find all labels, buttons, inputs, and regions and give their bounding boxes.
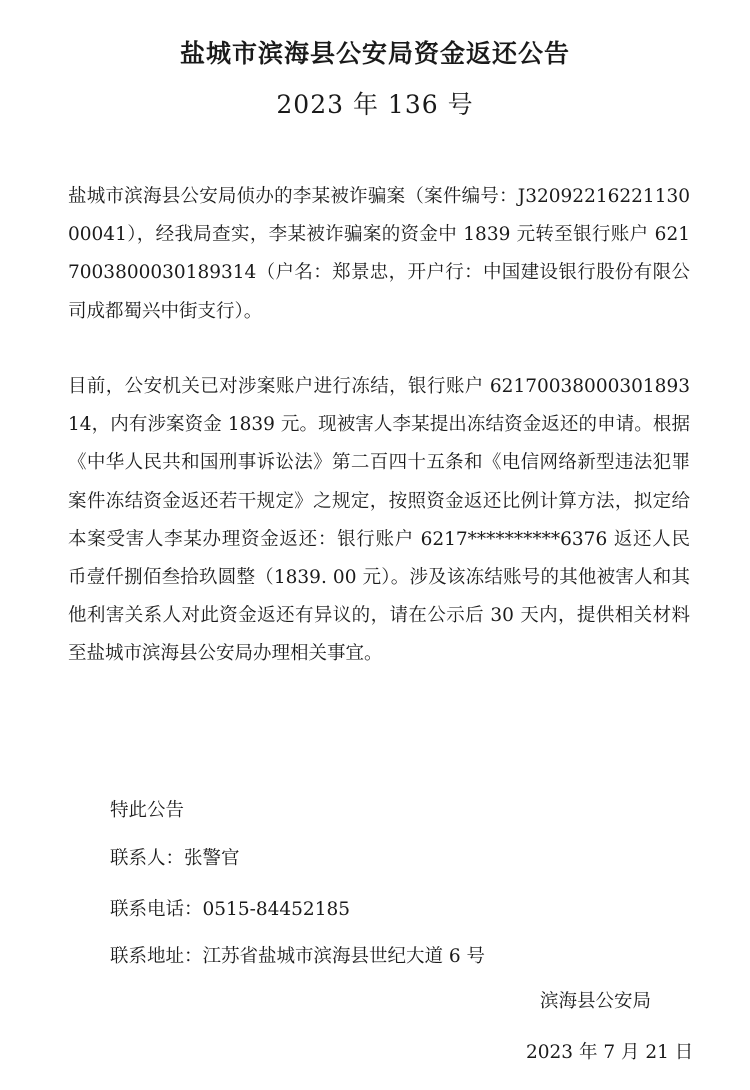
contact-phone-value: 0515-84452185 — [202, 899, 351, 920]
paragraph-refund-notice: 目前，公安机关已对涉案账户进行冻结，银行账户 6217003800030189314，内有涉案资金 1839 元。现被害人李某提出冻结资金返还的申请。根据《中华人民共和国刑事诉讼法》第二百四十五条和《电信网络新型违法犯罪案件冻结资金返还若干规定》之规定，按照资金返还比例计算方法，拟定给本案受害人李某办理资金返还：银行账户 6217**********6376 返还人民币壹仟捌佰叁拾玖圆整（1839. 00 元）。涉及该冻结账号的其他被害人和其他利害关系人对此资金返还有异议的，请在公示后 30 天内，提供相关材料至盐城市滨海县公安局办理相关事宜。 — [68, 376, 690, 665]
contact-phone — [110, 895, 350, 925]
contact-phone-label: 联系电话： — [110, 899, 203, 920]
contact-address-value: 江苏省盐城市滨海县世纪大道 6 号 — [202, 946, 486, 967]
paragraph-case-details: 盐城市滨海县公安局侦办的李某被诈骗案（案件编号：J3209221622113000041），经我局查实，李某被诈骗案的资金中 1839 元转至银行账户 6217003800030189314（户名：郑景忠，开户行：中国建设银行股份有限公司成都蜀兴中街支行）。 — [68, 186, 690, 322]
document-title: 盐城市滨海县公安局资金返还公告 — [179, 39, 570, 68]
closing-statement: 特此公告 — [110, 800, 185, 821]
contact-person-value: 张警官 — [184, 848, 240, 869]
signature-organization: 滨海县公安局 — [540, 991, 652, 1012]
contact-address — [110, 942, 485, 972]
contact-person-label: 联系人： — [110, 848, 185, 869]
document-number: 2023 年 136 号 — [276, 90, 474, 119]
contact-address-label: 联系地址： — [110, 946, 203, 967]
signature-date: 2023 年 7 月 21 日 — [526, 1042, 694, 1063]
contact-person — [110, 844, 240, 874]
